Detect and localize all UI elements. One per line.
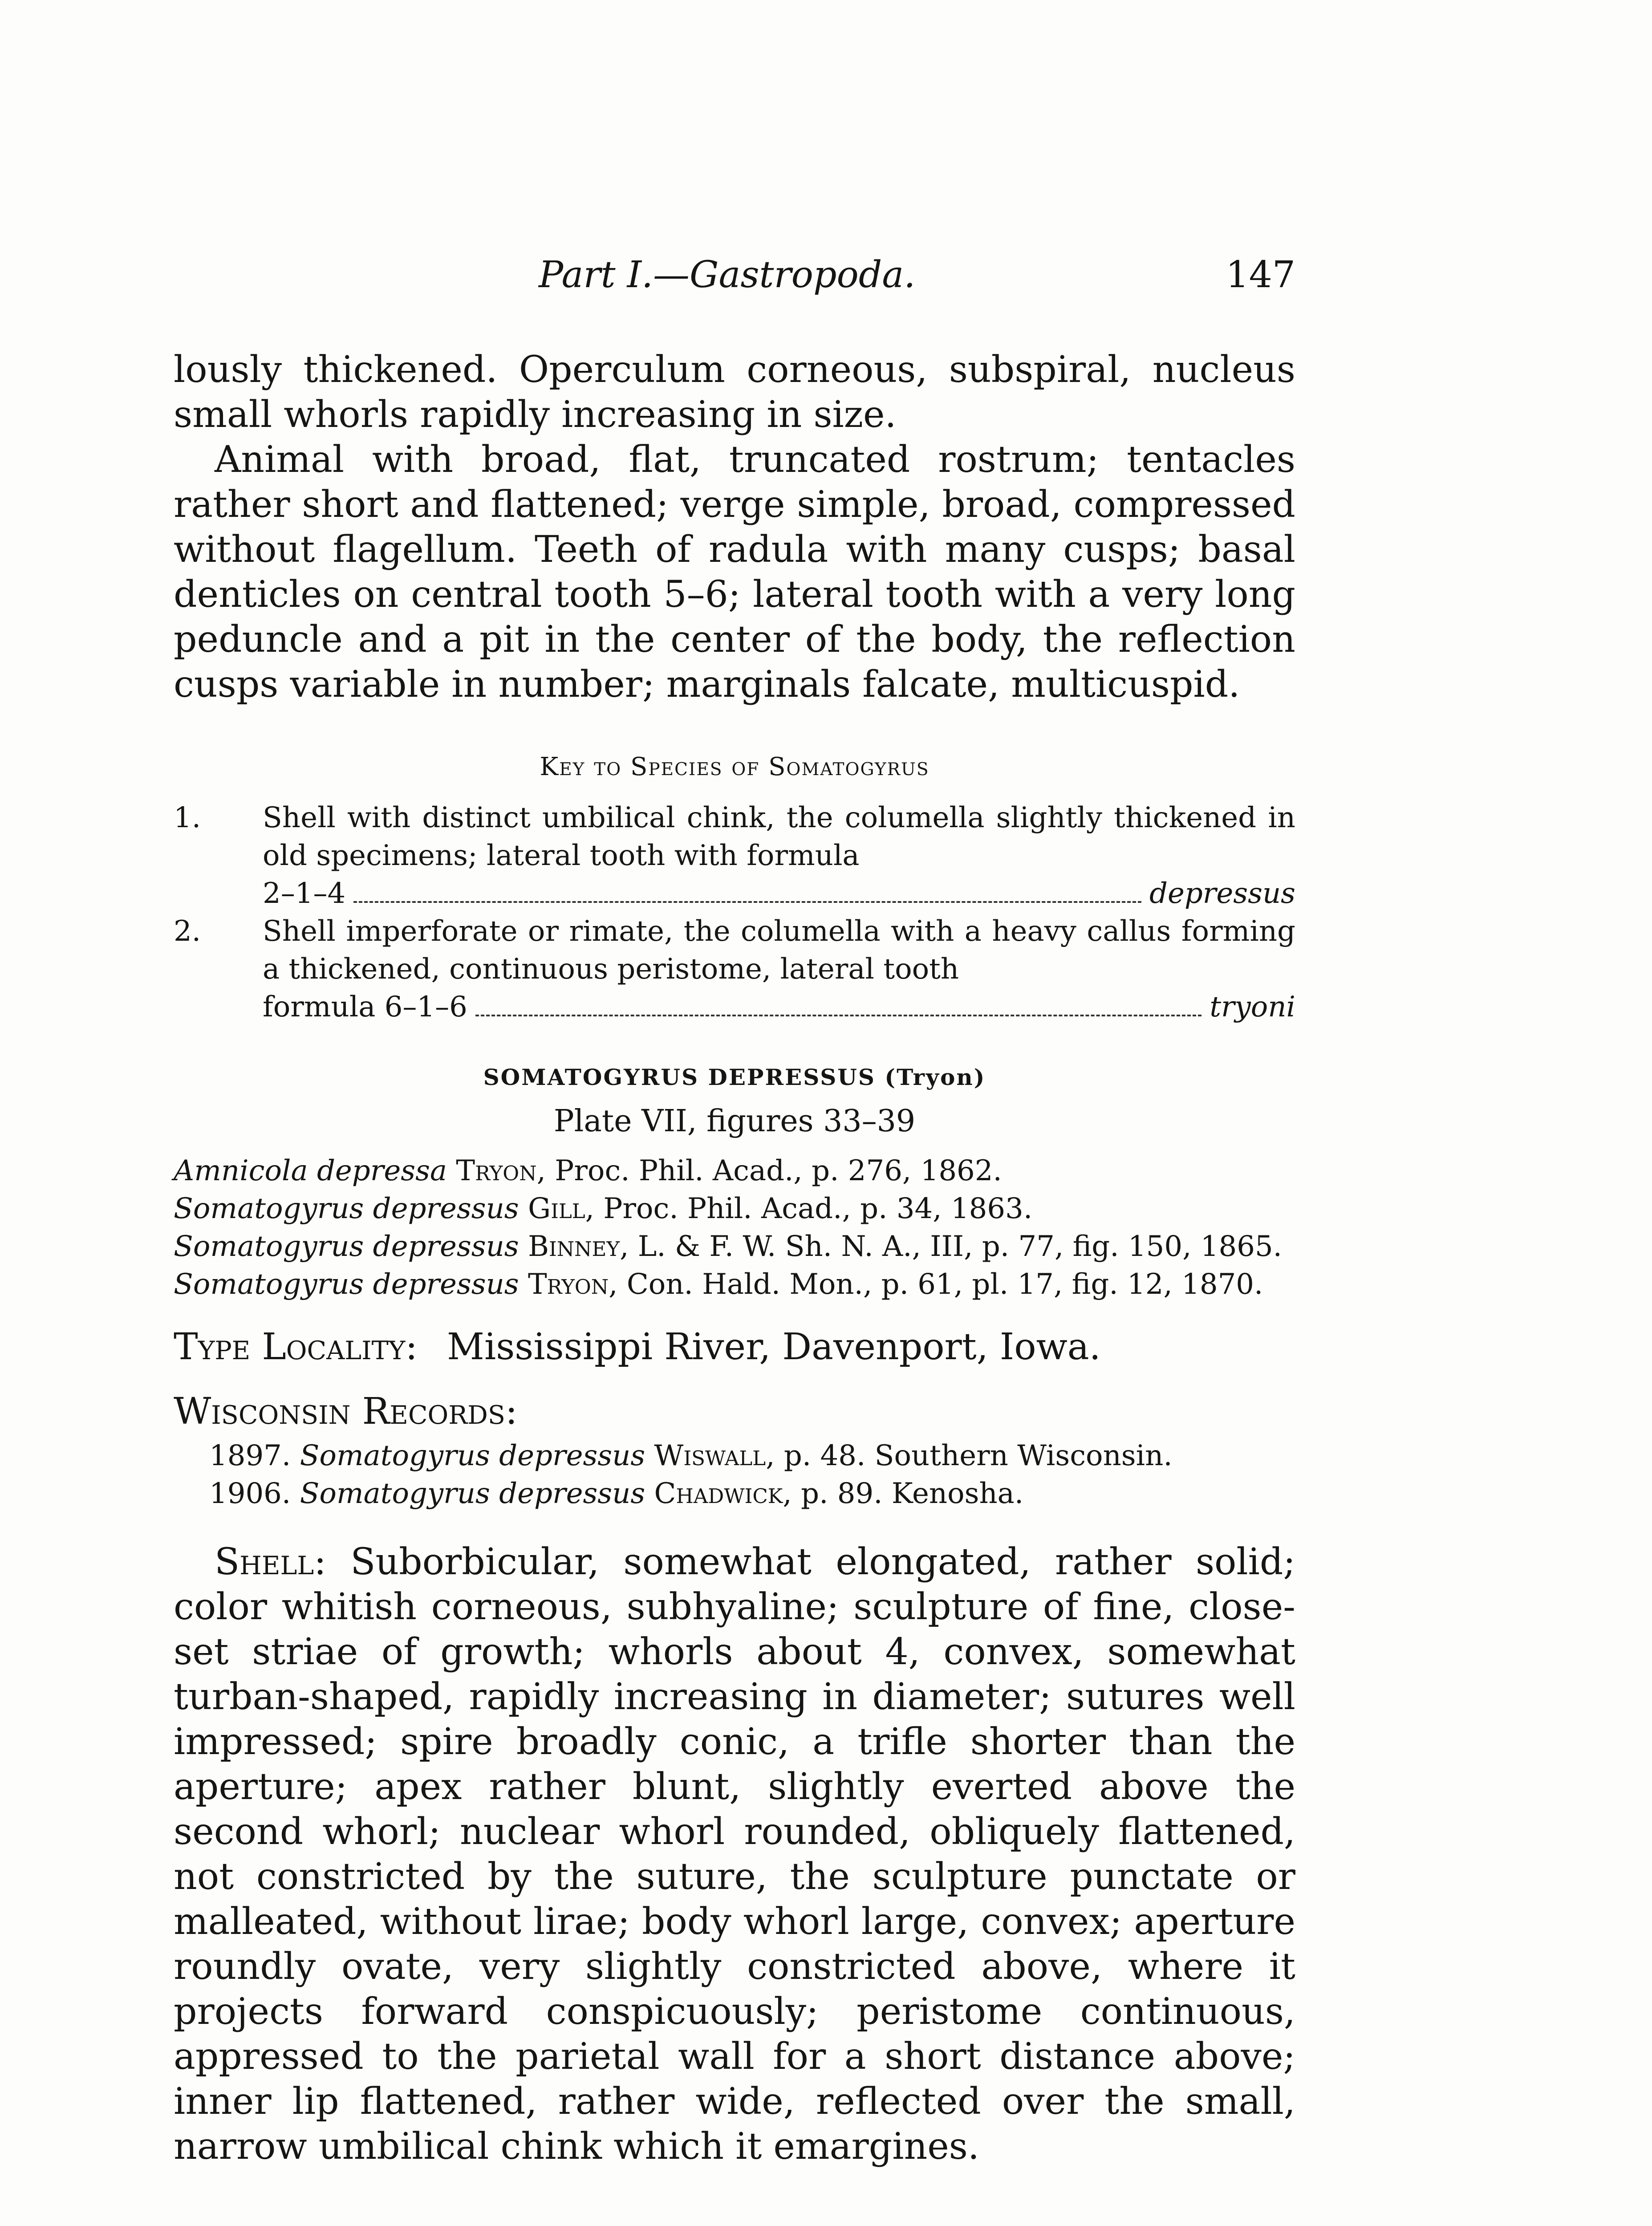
shell-text: Suborbicular, somewhat elongated, rather solid; color whitish corneous, subhyaline; sculpture of fine, close-set striae of growth; whorls about 4, convex, somewhat turban-shaped, rapidly increasing in diameter; sutures well impressed; spire broadly conic, a trifle shorter than the aperture; apex rather blunt, slightly everted above the second whorl; nuclear whorl rounded, obliquely flattened, not constricted by the suture, the sculpture punctate or malleated, without lirae; body whorl large, convex; aperture roundly ovate, very slightly constricted above, where it projects forward conspicuously; peristome continuous, appressed to the parietal wall for a short distance above; inner lip flattened, rather wide, reflected over the small, narrow umbilical chink which it emargines. — [174, 1541, 1295, 2168]
key-formula: formula 6–1–6 — [263, 991, 467, 1024]
key-species: depressus — [1149, 877, 1295, 910]
synonym-author: Tryon — [456, 1154, 537, 1187]
key-item-2 — [174, 913, 1295, 1026]
key-item-number: 2. — [174, 915, 201, 948]
record-author: Chadwick — [654, 1477, 783, 1510]
type-locality-label: Type Locality: — [174, 1326, 418, 1368]
synonym-name: Somatogyrus depressus — [174, 1268, 519, 1301]
synonymy-list — [174, 1152, 1295, 1304]
key-title: Key to Species of Somatogyrus — [540, 752, 930, 781]
species-account — [174, 1064, 1295, 2169]
type-locality — [174, 1326, 1295, 1368]
record-year: 1906. — [209, 1477, 291, 1510]
record-entry — [174, 1437, 1295, 1475]
page-number: 147 — [1226, 254, 1295, 296]
key-item-number: 1. — [174, 801, 201, 834]
intro-paragraph-1: lously thickened. Operculum corneous, subspiral, nucleus small whorls rapidly increasing in size. — [174, 349, 1295, 436]
synonym-author: Binney — [528, 1230, 620, 1263]
intro-paragraph-2: Animal with broad, flat, truncated rostrum; tentacles rather short and flattened; verge simple, broad, compressed without flagellum. Teeth of radula with many cusps; basal denticles on central tooth 5–6; lateral tooth with a very long peduncle and a pit in the center of the body, the reflection cusps variable in number; marginals falcate, multicuspid. — [174, 439, 1295, 706]
synonym-reference: , Proc. Phil. Acad., p. 34, 1863. — [585, 1192, 1033, 1225]
synonym-reference: , Con. Hald. Mon., p. 61, pl. 17, fig. 12, 1870. — [609, 1268, 1263, 1301]
shell-description — [174, 1540, 1295, 2169]
synonym-entry — [174, 1266, 1295, 1304]
wisconsin-records-label: Wisconsin Records: — [174, 1390, 518, 1433]
species-title: SOMATOGYRUS DEPRESSUS (Tryon) — [483, 1064, 986, 1090]
record-reference: , p. 48. Southern Wisconsin. — [766, 1439, 1173, 1472]
synonym-name: Somatogyrus depressus — [174, 1192, 519, 1225]
key-item-text: Shell with distinct umbilical chink, the columella slightly thickened in old specimens; lateral tooth with formula — [263, 801, 1295, 872]
intro-section — [174, 347, 1295, 707]
record-name: Somatogyrus depressus — [300, 1439, 645, 1472]
key-leader-line — [263, 875, 1295, 913]
synonym-reference: , Proc. Phil. Acad., p. 276, 1862. — [536, 1154, 1002, 1187]
leader-dashes — [475, 1014, 1201, 1016]
synonym-entry — [174, 1190, 1295, 1228]
record-reference: , p. 89. Kenosha. — [783, 1477, 1024, 1510]
leader-dashes — [353, 901, 1141, 903]
plate-reference: Plate VII, figures 33–39 — [553, 1104, 916, 1139]
species-key — [174, 752, 1295, 1026]
shell-label: Shell: — [215, 1541, 326, 1583]
record-name: Somatogyrus depressus — [300, 1477, 645, 1510]
running-title: Part I.—Gastropoda. — [539, 254, 916, 296]
running-header — [539, 254, 1295, 296]
key-item-1 — [174, 799, 1295, 913]
synonym-reference: , L. & F. W. Sh. N. A., III, p. 77, fig. 150, 1865. — [620, 1230, 1282, 1263]
synonym-entry — [174, 1152, 1295, 1190]
key-species: tryoni — [1210, 991, 1295, 1024]
key-leader-line — [263, 988, 1295, 1026]
synonym-name: Somatogyrus depressus — [174, 1230, 519, 1263]
record-year: 1897. — [209, 1439, 291, 1472]
key-item-text: Shell imperforate or rimate, the columella with a heavy callus forming a thickened, continuous peristome, lateral tooth — [263, 915, 1295, 986]
type-locality-value: Mississippi River, Davenport, Iowa. — [447, 1326, 1101, 1368]
record-entry — [174, 1475, 1295, 1513]
synonym-name: Amnicola depressa — [174, 1154, 447, 1187]
synonym-author: Tryon — [528, 1268, 609, 1301]
key-formula: 2–1–4 — [263, 877, 346, 910]
synonym-author: Gill — [528, 1192, 585, 1225]
synonym-entry — [174, 1228, 1295, 1266]
record-author: Wiswall — [654, 1439, 766, 1472]
